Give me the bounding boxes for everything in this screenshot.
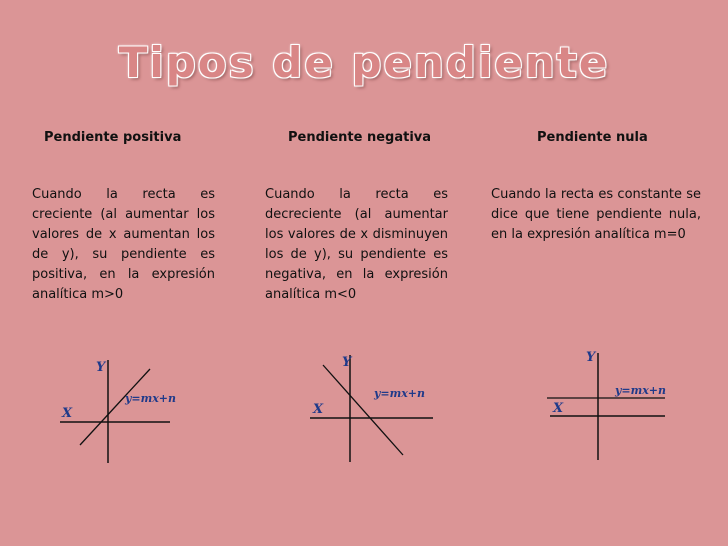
graph-zero-slope [545, 348, 705, 463]
text-negative-slope: Cuando la recta es decreciente (al aumentar los valores de x disminuyen los de y), su pendiente es negativa, en la expresión analítica m<0 [265, 187, 448, 302]
heading-negative-slope: Pendiente negativa [288, 130, 432, 145]
equation-label: y=mx+n [615, 384, 667, 397]
text-positive-slope: Cuando la recta es creciente (al aumentar los valores de x aumentan los de y), su pendiente es positiva, en la expresión analítica m>0 [32, 187, 215, 302]
graph-positive-slope [55, 355, 215, 465]
graph-negative-slope [305, 350, 465, 465]
y-axis-label: Y [342, 355, 352, 370]
equation-label: y=mx+n [374, 387, 426, 400]
negative-slope-line [323, 365, 403, 455]
heading-zero-slope: Pendiente nula [537, 130, 648, 145]
text-zero-slope: Cuando la recta es constante se dice que tiene pendiente nula, en la expresión analítica m=0 [491, 187, 701, 242]
x-axis-label: X [313, 402, 324, 417]
page-title: Tipos de pendiente [118, 38, 610, 87]
x-axis-label: X [62, 406, 73, 421]
positive-slope-line [80, 369, 150, 445]
x-axis-label: X [553, 401, 564, 416]
y-axis-label: Y [96, 360, 106, 375]
equation-label: y=mx+n [125, 392, 177, 405]
heading-positive-slope: Pendiente positiva [44, 130, 182, 145]
y-axis-label: Y [586, 350, 596, 365]
